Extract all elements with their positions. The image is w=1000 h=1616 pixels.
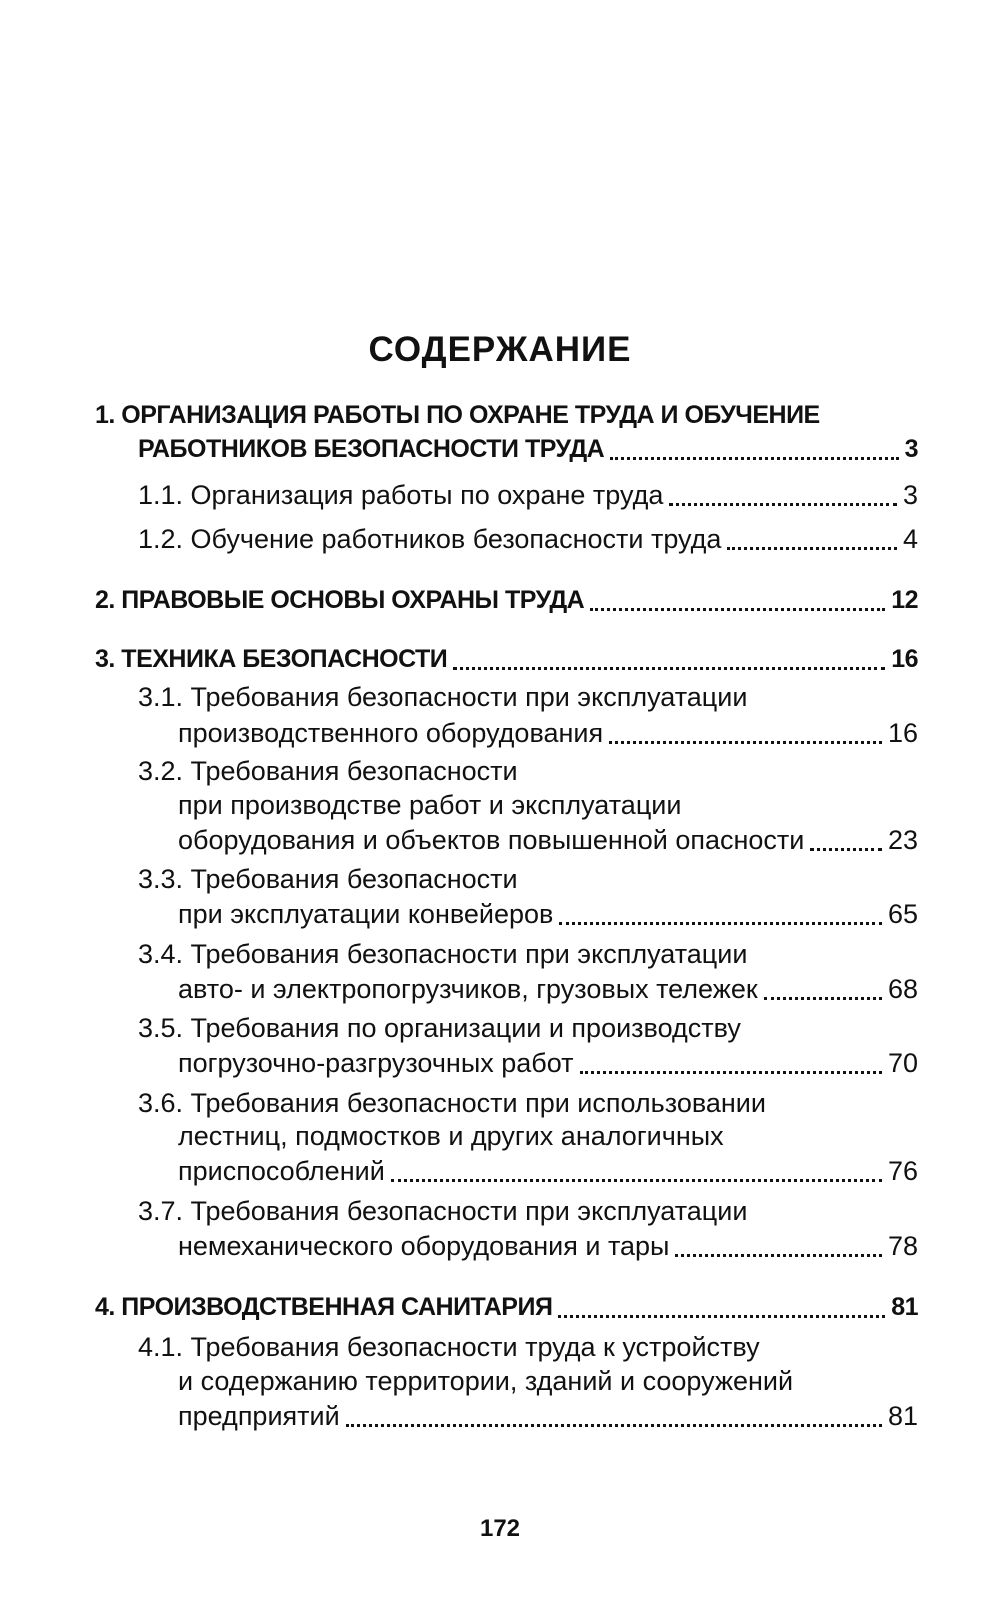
dot-leader (610, 456, 898, 460)
dot-leader (590, 607, 885, 611)
dot-leader (727, 546, 897, 550)
toc-entry-3-1-page: 16 (887, 718, 918, 748)
toc-entry-1-1-page: 3 (902, 480, 918, 510)
dot-leader (559, 921, 882, 925)
toc-entry-4-1-line-3: предприятий (178, 1401, 340, 1431)
toc-entry-3-7[interactable] (178, 1227, 918, 1263)
toc-entry-3-3-page: 65 (887, 899, 918, 929)
toc-entry-3[interactable] (95, 640, 918, 676)
toc-entry-4-page: 81 (891, 1293, 918, 1321)
dot-leader (580, 1070, 882, 1074)
toc-entry-3-7-line-2: немеханического оборудования и тары (178, 1231, 670, 1261)
toc-entry-3-2-line-2: при производстве работ и эксплуатации (178, 790, 682, 820)
toc-entry-3-2-line-1: 3.2. Требования безопасности (138, 756, 518, 786)
toc-entry-3-2-line-3: оборудования и объектов повышенной опасности (178, 825, 805, 855)
toc-entry-3-7-page: 78 (887, 1231, 918, 1261)
toc-entry-3-5[interactable] (178, 1044, 918, 1080)
toc-entry-3-6-page: 76 (887, 1156, 918, 1186)
toc-entry-3-6-line-3: приспособлений (178, 1156, 385, 1186)
toc-entry-4-1-line-2: и содержанию территории, зданий и сооружений (178, 1366, 794, 1396)
toc-entry-3-page: 16 (891, 645, 918, 673)
toc-entry-4[interactable] (95, 1288, 918, 1324)
toc-entry-3-2[interactable] (178, 821, 918, 857)
toc-entry-1-2-page: 4 (902, 524, 918, 554)
toc-entry-1-2-text: 1.2. Обучение работников безопасности труда (138, 524, 722, 554)
dot-leader (669, 502, 897, 506)
toc-entry-3-6-line-1: 3.6. Требования безопасности при использовании (138, 1088, 766, 1118)
toc-entry-3-1-line-1: 3.1. Требования безопасности при эксплуатации (138, 682, 748, 712)
toc-entry-2-text: 2. ПРАВОВЫЕ ОСНОВЫ ОХРАНЫ ТРУДА (95, 586, 585, 614)
toc-entry-3-2-page: 23 (887, 825, 918, 855)
toc-entry-2-page: 12 (891, 586, 918, 614)
toc-entry-1-line-2: РАБОТНИКОВ БЕЗОПАСНОСТИ ТРУДА (138, 435, 605, 463)
dot-leader (391, 1178, 882, 1182)
toc-entry-3-6[interactable] (178, 1152, 918, 1188)
toc-entry-3-4-line-1: 3.4. Требования безопасности при эксплуатации (138, 939, 748, 969)
toc-entry-3-1[interactable] (178, 714, 918, 750)
toc-entry-3-3-line-1: 3.3. Требования безопасности (138, 864, 518, 894)
dot-leader (558, 1314, 885, 1318)
toc-entry-3-1-line-2: производственного оборудования (178, 718, 604, 748)
toc-entry-1-line-1: 1. ОРГАНИЗАЦИЯ РАБОТЫ ПО ОХРАНЕ ТРУДА И ОБУЧЕНИЕ (95, 401, 820, 429)
toc-entry-4-1[interactable] (178, 1397, 918, 1433)
toc-entry-3-3[interactable] (178, 895, 918, 931)
page-title: СОДЕРЖАНИЕ (368, 330, 632, 369)
toc-entry-3-5-page: 70 (887, 1048, 918, 1078)
toc-entry-2[interactable] (95, 581, 918, 617)
toc-entry-3-7-line-1: 3.7. Требования безопасности при эксплуатации (138, 1196, 748, 1226)
dot-leader (453, 666, 885, 670)
toc-entry-1[interactable] (138, 430, 918, 466)
dot-leader (764, 996, 882, 1000)
toc-entry-1-1[interactable] (138, 476, 918, 512)
dot-leader (346, 1423, 882, 1427)
dot-leader (810, 847, 882, 851)
toc-entry-3-4-page: 68 (887, 974, 918, 1004)
toc-entry-3-6-line-2: лестниц, подмостков и других аналогичных (178, 1121, 724, 1151)
toc-entry-1-page: 3 (904, 435, 918, 463)
toc-entry-3-5-line-2: погрузочно-разгрузочных работ (178, 1048, 574, 1078)
toc-entry-4-text: 4. ПРОИЗВОДСТВЕННАЯ САНИТАРИЯ (95, 1293, 553, 1321)
toc-entry-3-4-line-2: авто- и электропогрузчиков, грузовых тележек (178, 974, 758, 1004)
dot-leader (675, 1253, 882, 1257)
toc-entry-4-1-page: 81 (887, 1401, 918, 1431)
toc-entry-3-text: 3. ТЕХНИКА БЕЗОПАСНОСТИ (95, 645, 448, 673)
dot-leader (609, 740, 882, 744)
toc-entry-3-4[interactable] (178, 970, 918, 1006)
page-number: 172 (479, 1515, 521, 1542)
toc-entry-3-3-line-2: при эксплуатации конвейеров (178, 899, 554, 929)
toc-entry-1-1-text: 1.1. Организация работы по охране труда (138, 480, 664, 510)
toc-entry-3-5-line-1: 3.5. Требования по организации и производству (138, 1013, 741, 1043)
toc-entry-1-2[interactable] (138, 520, 918, 556)
toc-entry-4-1-line-1: 4.1. Требования безопасности труда к устройству (138, 1332, 760, 1362)
